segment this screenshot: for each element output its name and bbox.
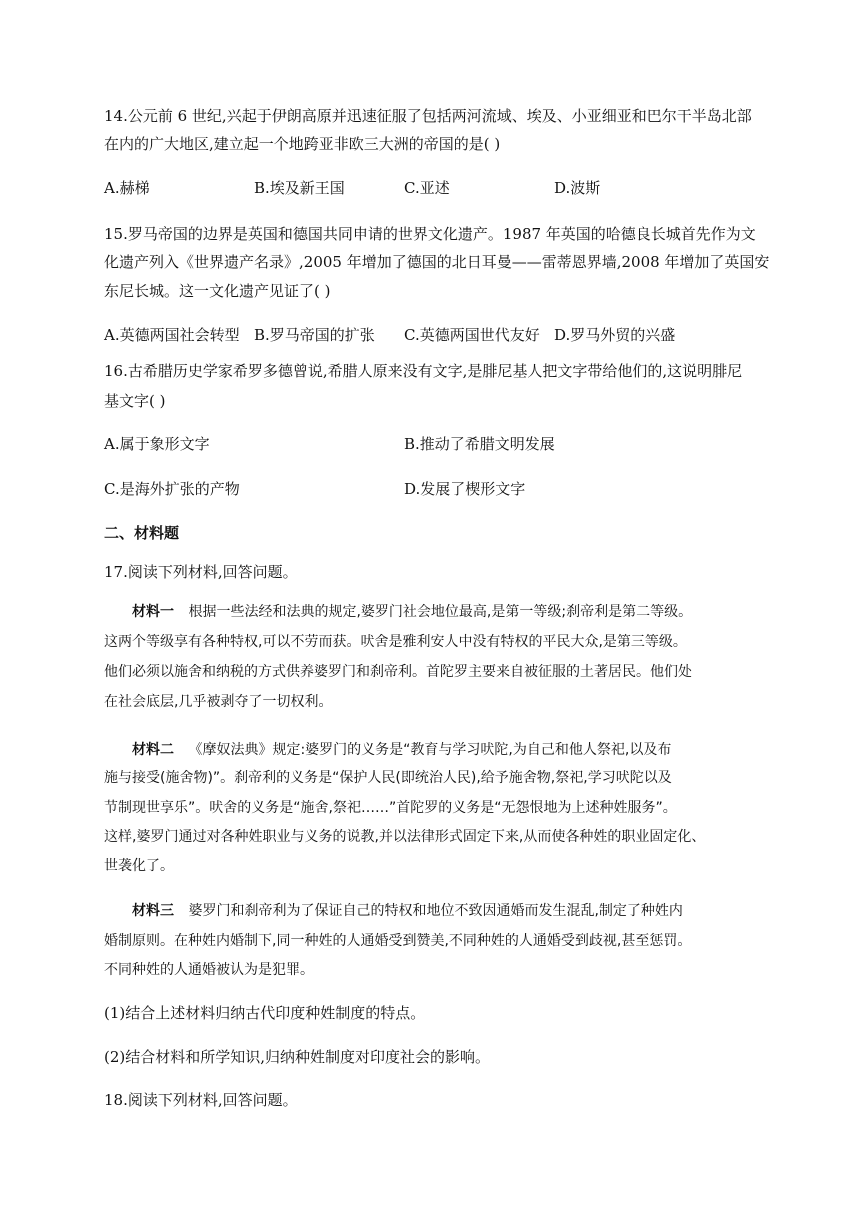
q16-option-d: D.发展了楔形文字 <box>404 480 526 498</box>
q16-stem-line2: 基文字( ) <box>104 392 166 410</box>
q17-subquestion-2: (2)结合材料和所学知识,归纳种姓制度对印度社会的影响。 <box>104 1048 491 1066</box>
material-1-line4: 在社会底层,几乎被剥夺了一切权利。 <box>104 694 333 710</box>
section-heading: 二、材料题 <box>104 524 180 542</box>
q16-option-a: A.属于象形文字 <box>104 435 210 453</box>
q16-option-c: C.是海外扩张的产物 <box>104 480 240 498</box>
q17-stem: 17.阅读下列材料,回答问题。 <box>104 563 298 581</box>
q15-option-d: D.罗马外贸的兴盛 <box>554 326 676 344</box>
q14-option-c: C.亚述 <box>404 179 450 197</box>
q16-option-b: B.推动了希腊文明发展 <box>404 435 555 453</box>
material-1-label: 材料一 <box>132 604 174 620</box>
q15-option-a: A.英德两国社会转型 <box>104 326 240 344</box>
q15-option-c: C.英德两国世代友好 <box>404 326 540 344</box>
q15-stem-line1: 15.罗马帝国的边界是英国和德国共同申请的世界文化遗产。1987 年英国的哈德良长城首先作为文 <box>104 225 756 243</box>
material-2-line2: 施与接受(施舍物)”。刹帝利的义务是“保护人民(即统治人民),给予施舍物,祭祀,学习吠陀以及 <box>104 770 672 786</box>
material-3-line3: 不同种姓的人通婚被认为是犯罪。 <box>104 962 314 978</box>
q14-stem-line1: 14.公元前 6 世纪,兴起于伊朗高原并迅速征服了包括两河流域、埃及、小亚细亚和巴尔干半岛北部 <box>104 107 752 125</box>
material-2-line1 <box>132 740 671 760</box>
material-2-line5: 世袭化了。 <box>104 858 174 874</box>
material-3-line1 <box>132 901 683 921</box>
material-2-line3: 节制现世享乐”。吠舍的义务是“施舍,祭祀……”首陀罗的义务是“无怨恨地为上述种姓服务”。 <box>104 800 677 816</box>
material-3-line2: 婚制原则。在种姓内婚制下,同一种姓的人通婚受到赞美,不同种姓的人通婚受到歧视,甚至惩罚。 <box>104 933 692 949</box>
q14-stem-line2: 在内的广大地区,建立起一个地跨亚非欧三大洲的帝国的是( ) <box>104 135 501 153</box>
q16-stem-line1: 16.古希腊历史学家希罗多德曾说,希腊人原来没有文字,是腓尼基人把文字带给他们的,这说明腓尼 <box>104 362 743 380</box>
material-2-line4: 这样,婆罗门通过对各种姓职业与义务的说教,并以法律形式固定下来,从而使各种姓的职业固定化、 <box>104 829 706 845</box>
material-1-text: 根据一些法经和法典的规定,婆罗门社会地位最高,是第一等级;刹帝利是第二等级。 <box>188 604 693 620</box>
q18-stem: 18.阅读下列材料,回答问题。 <box>104 1091 298 1109</box>
q15-stem-line2: 化遗产列入《世界遗产名录》,2005 年增加了德国的北日耳曼——雷蒂恩界墙,2008 年增加了英国安 <box>104 253 770 271</box>
q14-option-b: B.埃及新王国 <box>254 179 345 197</box>
q15-stem-line3: 东尼长城。这一文化遗产见证了( ) <box>104 282 331 300</box>
material-2-text: 《摩奴法典》规定:婆罗门的义务是“教育与学习吠陀,为自己和他人祭祀,以及布 <box>188 742 672 758</box>
material-1-line3: 他们必须以施舍和纳税的方式供养婆罗门和刹帝利。首陀罗主要来自被征服的土著居民。他们处 <box>104 664 692 680</box>
q15-option-b: B.罗马帝国的扩张 <box>254 326 375 344</box>
material-2-label: 材料二 <box>132 742 174 758</box>
material-1-line1 <box>132 602 692 622</box>
q17-subquestion-1: (1)结合上述材料归纳古代印度种姓制度的特点。 <box>104 1004 426 1022</box>
material-3-label: 材料三 <box>132 903 174 919</box>
material-3-text: 婆罗门和刹帝利为了保证自己的特权和地位不致因通婚而发生混乱,制定了种姓内 <box>188 903 683 919</box>
q14-option-d: D.波斯 <box>554 179 601 197</box>
material-1-line2: 这两个等级享有各种特权,可以不劳而获。吠舍是雅利安人中没有特权的平民大众,是第三等级。 <box>104 634 687 650</box>
q14-option-a: A.赫梯 <box>104 179 150 197</box>
